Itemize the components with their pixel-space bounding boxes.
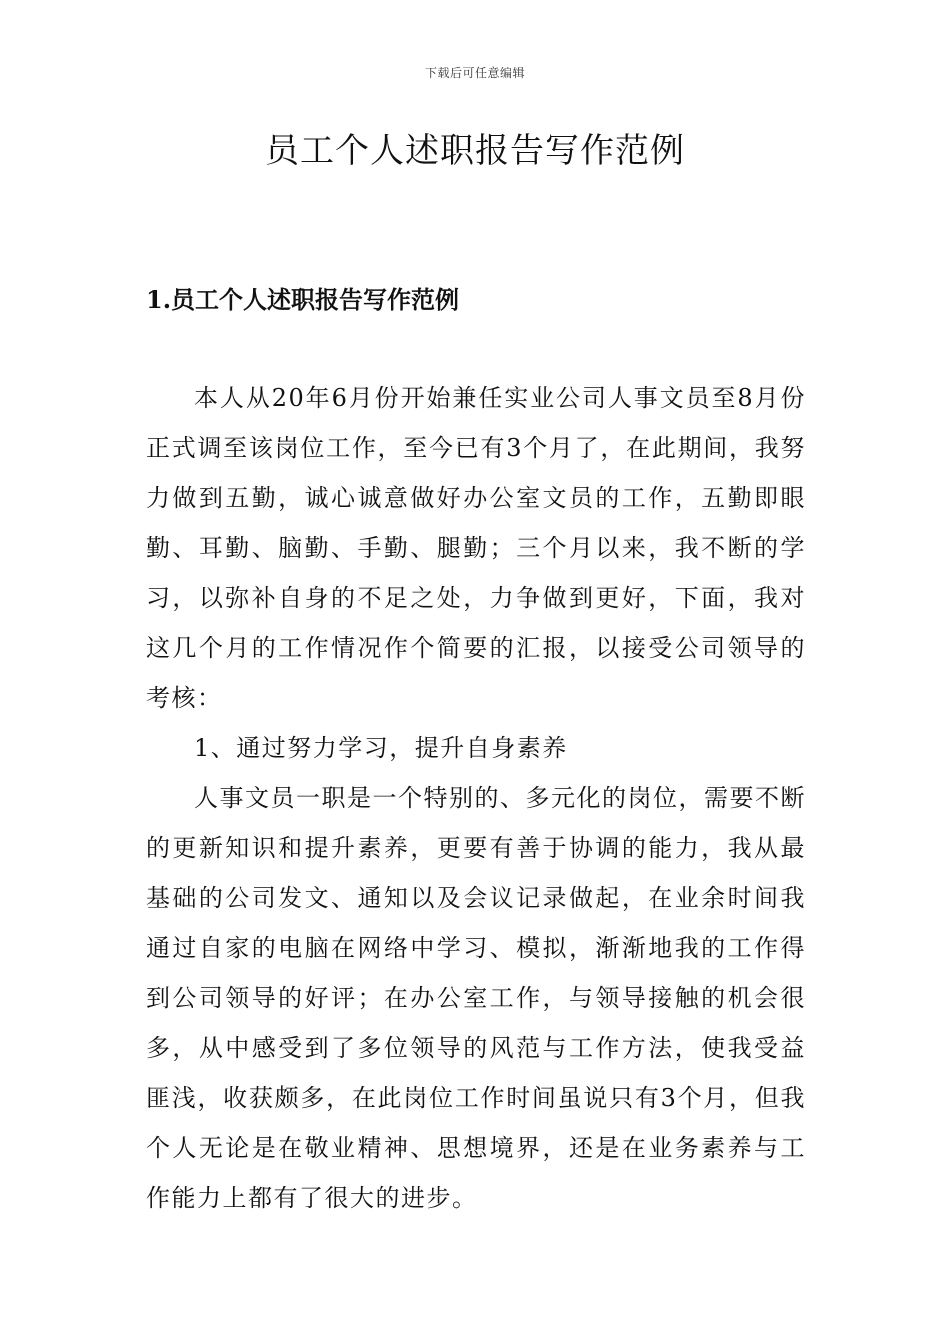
paragraph-subheading: 1、通过努力学习，提升自身素养 [194,734,568,762]
document-title: 员工个人述职报告写作范例 [265,131,685,171]
paragraph-details: 人事文员一职是一个特别的、多元化的岗位，需要不断的更新知识和提升素养，更要有善于协调的能力，我从最基础的公司发文、通知以及会议记录做起，在业余时间我通过自家的电脑在网络中学习、模拟，渐渐地我的工作得到公司领导的好评；在办公室工作，与领导接触的机会很多，从中感受到了多位领导的风范与工作方法，使我受益匪浅，收获颇多，在此岗位工作时间虽说只有3个月，但我个人无论是在敬业精神、思想境界，还是在业务素养与工作能力上都有了很大的进步。 [146,784,806,1212]
section-heading: 1.员工个人述职报告写作范例 [146,285,460,314]
header-note: 下载后可任意编辑 [424,66,525,80]
body-text [146,373,806,1223]
paragraph-intro: 本人从20年6月份开始兼任实业公司人事文员至8月份正式调至该岗位工作，至今已有3个月了，在此期间，我努力做到五勤，诚心诚意做好办公室文员的工作，五勤即眼勤、耳勤、脑勤、手勤、腿勤；三个月以来，我不断的学习，以弥补自身的不足之处，力争做到更好，下面，我对这几个月的工作情况作个简要的汇报，以接受公司领导的考核： [146,384,806,712]
